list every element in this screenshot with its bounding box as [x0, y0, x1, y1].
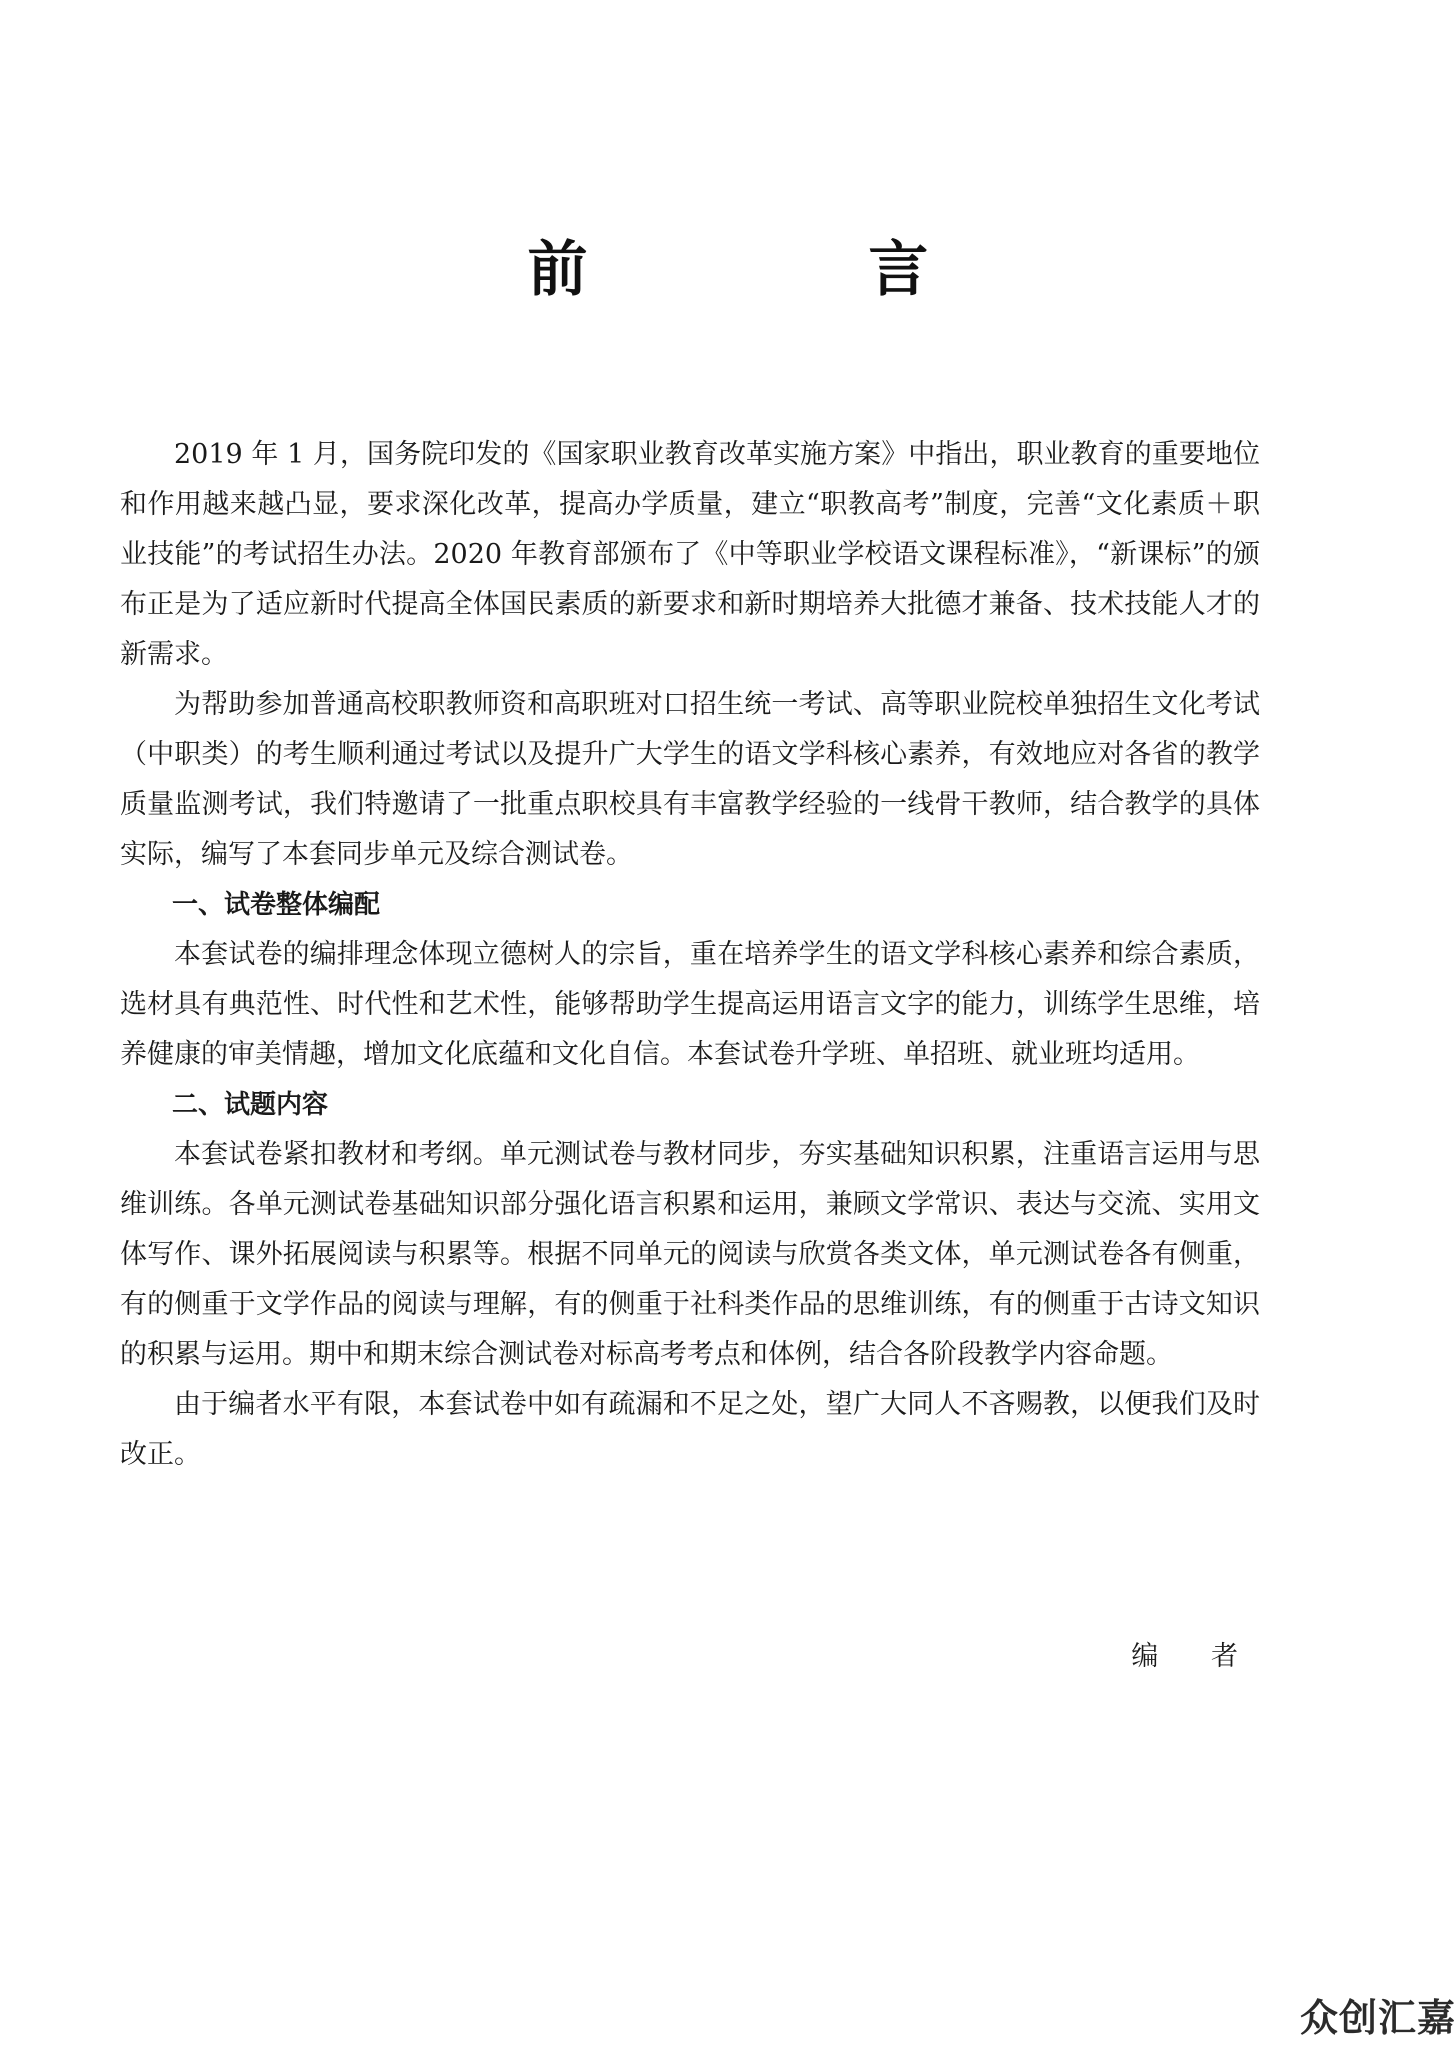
paragraph-1: 2019 年 1 月，国务院印发的《国家职业教育改革实施方案》中指出，职业教育的重要地位和作用越来越凸显，要求深化改革，提高办学质量，建立“职教高考”制度，完善“文化素质＋职业技能”的考试招生办法。2020 年教育部颁布了《中等职业学校语文课程标准》，“新课标”的颁布正是为了适应新时代提高全体国民素质的新要求和新时期培养大批德才兼备、技术技能人才的新需求。 — [120, 439, 1260, 670]
preface-body — [120, 430, 1260, 1480]
paragraph-3: 本套试卷的编排理念体现立德树人的宗旨，重在培养学生的语文学科核心素养和综合素质，选材具有典范性、时代性和艺术性，能够帮助学生提高运用语言文字的能力，训练学生思维，培养健康的审美情趣，增加文化底蕴和文化自信。本套试卷升学班、单招班、就业班均适用。 — [120, 939, 1260, 1070]
author-signature: 编 者 — [1131, 1641, 1260, 1672]
paragraph-4: 本套试卷紧扣教材和考纲。单元测试卷与教材同步，夯实基础知识积累，注重语言运用与思维训练。各单元测试卷基础知识部分强化语言积累和运用，兼顾文学常识、表达与交流、实用文体写作、课外拓展阅读与积累等。根据不同单元的阅读与欣赏各类文体，单元测试卷各有侧重，有的侧重于文学作品的阅读与理解，有的侧重于社科类作品的思维训练，有的侧重于古诗文知识的积累与运用。期中和期末综合测试卷对标高考考点和体例，结合各阶段教学内容命题。 — [120, 1139, 1260, 1370]
section-heading-1: 一、试卷整体编配 — [172, 890, 381, 920]
paragraph-5: 由于编者水平有限，本套试卷中如有疏漏和不足之处，望广大同人不吝赐教，以便我们及时改正。 — [120, 1389, 1260, 1470]
watermark-logo: 众创汇嘉 — [1299, 1996, 1456, 2040]
section-heading-2: 二、试题内容 — [172, 1090, 329, 1120]
paragraph-2: 为帮助参加普通高校职教师资和高职班对口招生统一考试、高等职业院校单独招生文化考试（中职类）的考生顺利通过考试以及提升广大学生的语文学科核心素养，有效地应对各省的教学质量监测考试，我们特邀请了一批重点职校具有丰富教学经验的一线骨干教师，结合教学的具体实际，编写了本套同步单元及综合测试卷。 — [120, 689, 1260, 870]
page-title: 前 言 — [527, 235, 1059, 305]
